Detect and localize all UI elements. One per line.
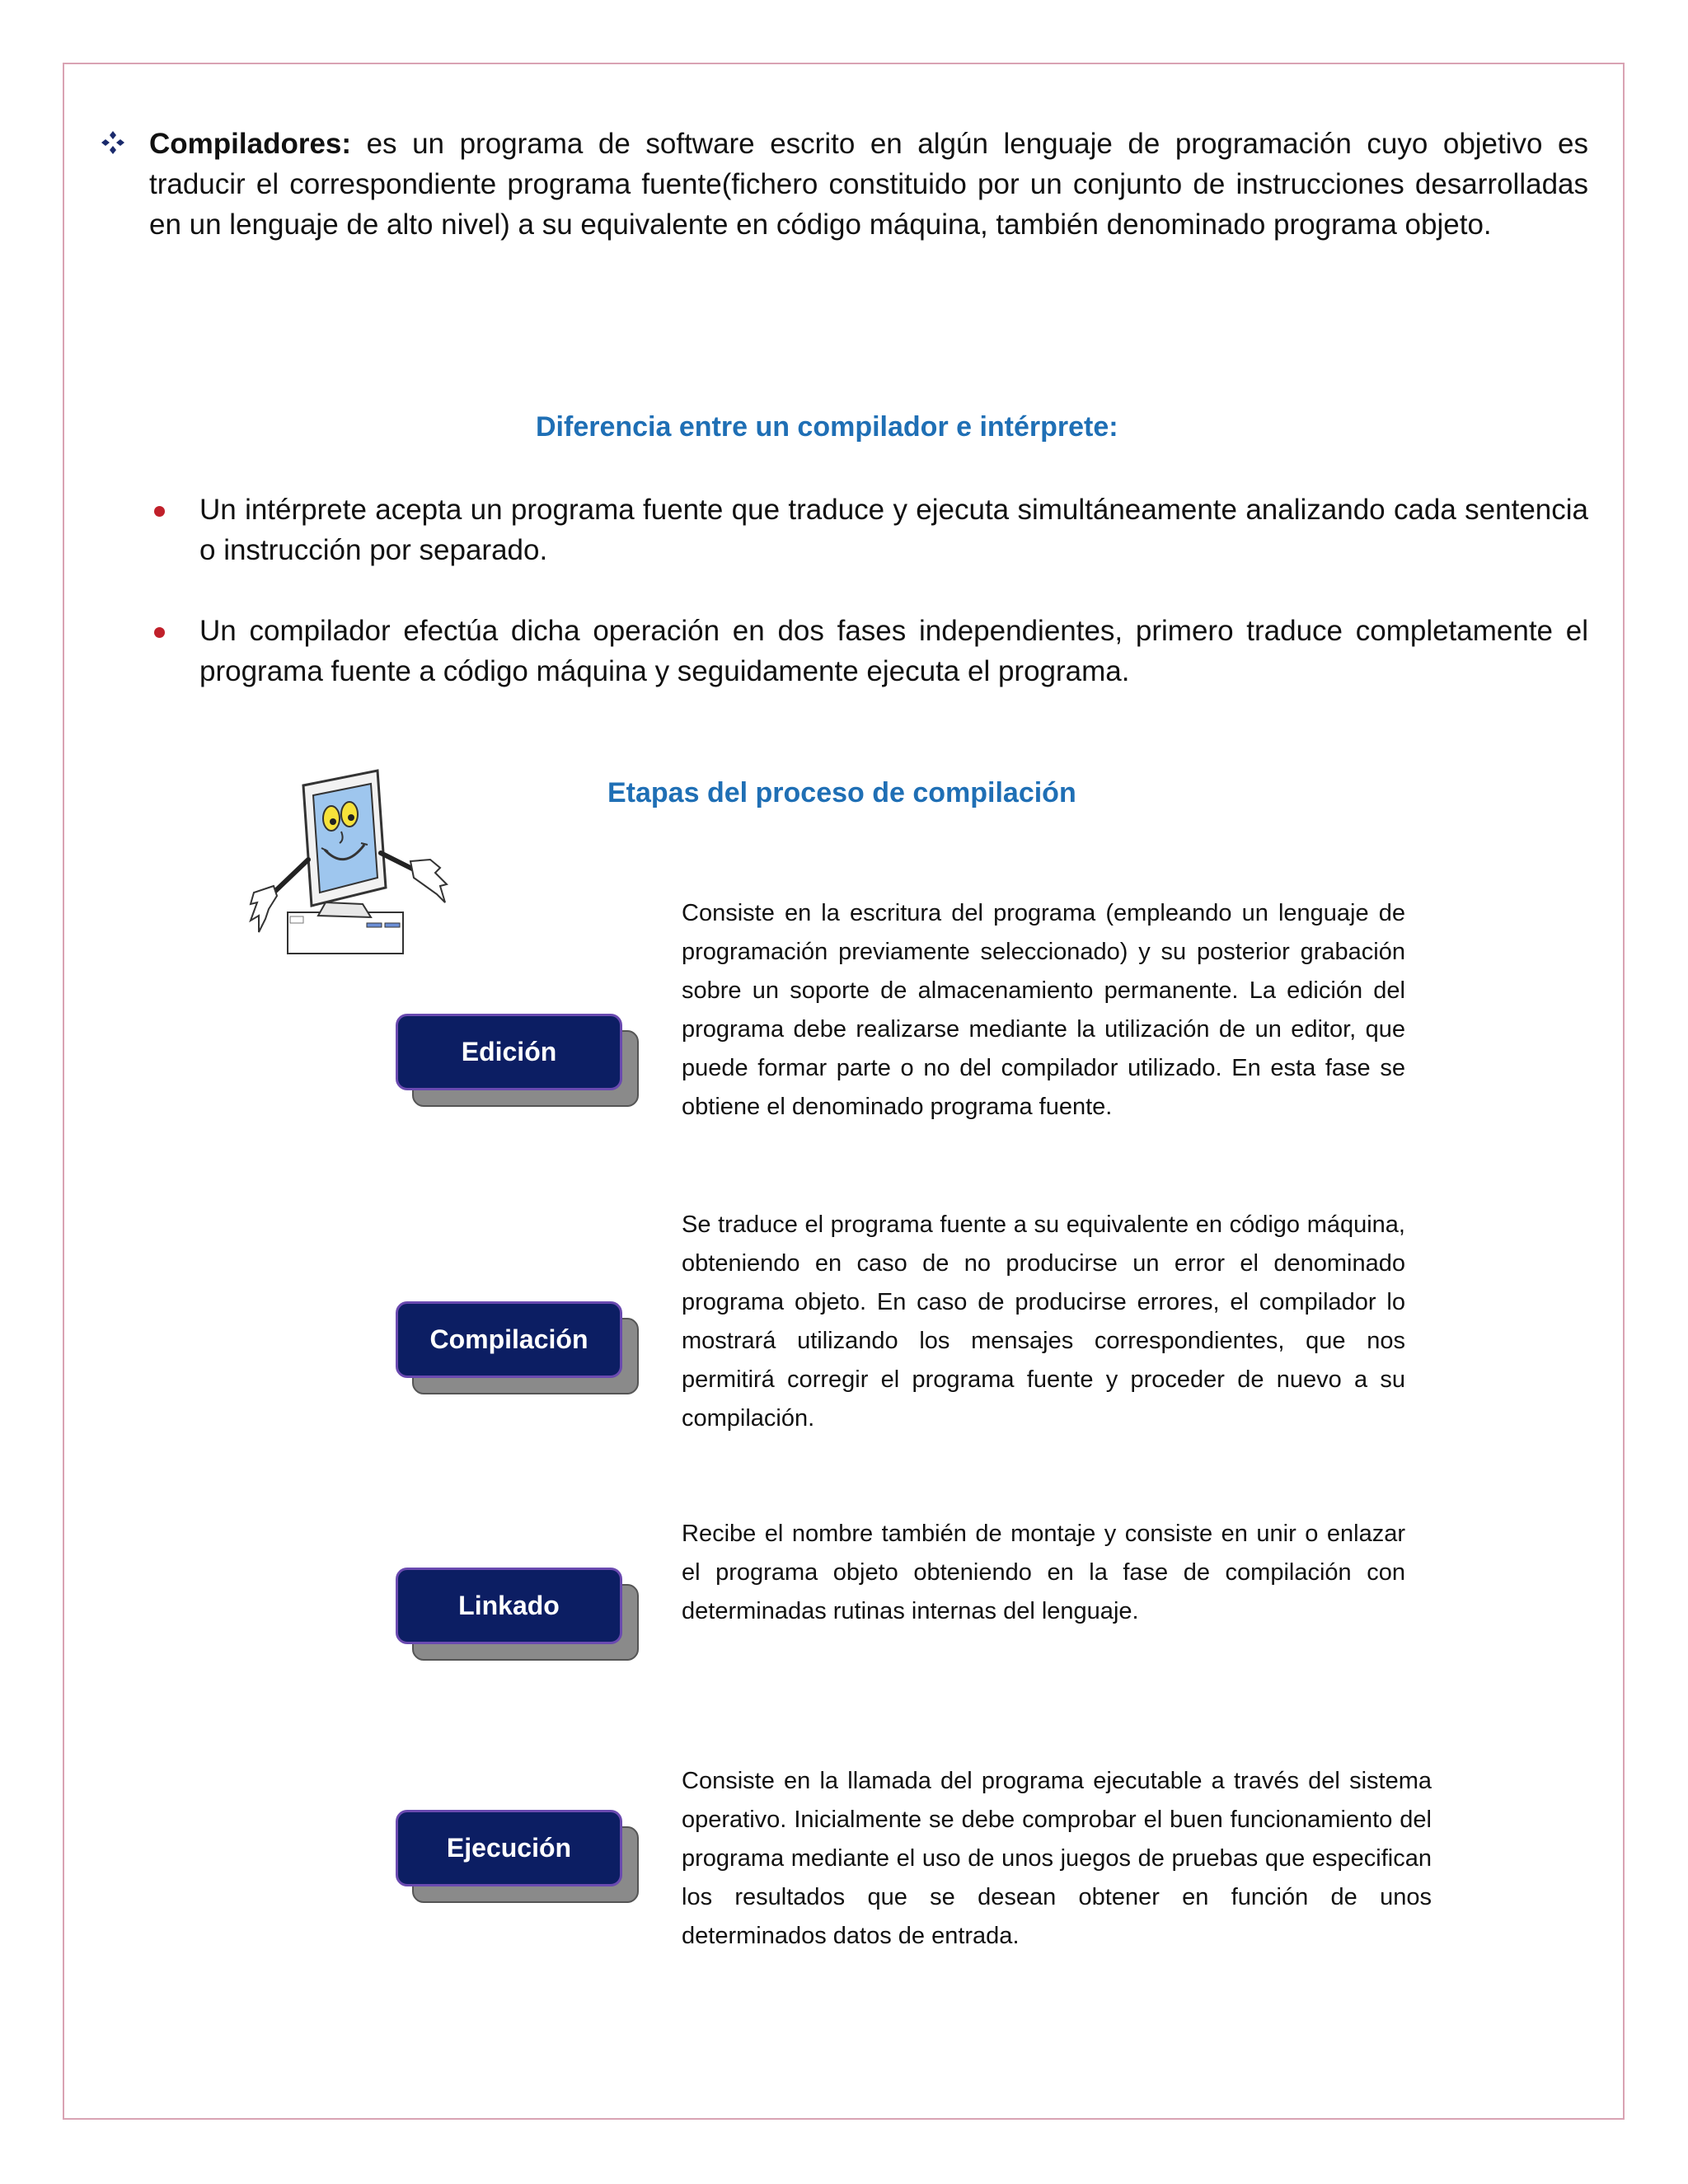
difference-item-interpreter: Un intérprete acepta un programa fuente que traduce y ejecuta simultáneamente analizando cada sentencia o instrucción por separado. bbox=[199, 494, 1588, 566]
differences-heading: Diferencia entre un compilador e intérprete: bbox=[536, 411, 1118, 443]
smiling-computer-mascot-icon bbox=[239, 762, 453, 964]
stage-compilacion-label: Compilación bbox=[396, 1301, 622, 1378]
bullet-dot-icon bbox=[154, 506, 165, 517]
stage-ejecucion-button bbox=[396, 1810, 622, 1886]
difference-item-compiler: Un compilador efectúa dicha operación en dos fases independientes, primero traduce completamente el programa fuente a código máquina y seguidamente ejecuta el programa. bbox=[199, 615, 1588, 687]
stages-heading: Etapas del proceso de compilación bbox=[607, 777, 1076, 808]
intro-term: Compiladores: bbox=[149, 128, 352, 160]
stage-edicion-label: Edición bbox=[396, 1014, 622, 1090]
intro-text: es un programa de software escrito en algún lenguaje de programación cuyo objetivo es traducir el correspondiente programa fuente(fichero constituido por un conjunto de instrucciones desarrolladas en un lenguaje de alto nivel) a su equivalente en código máquina, también denominado programa objeto. bbox=[149, 128, 1588, 241]
four-diamond-bullet-icon bbox=[101, 130, 125, 155]
stage-linkado-button bbox=[396, 1568, 622, 1644]
stage-edicion-button bbox=[396, 1014, 622, 1090]
intro-paragraph bbox=[149, 124, 1588, 245]
stage-ejecucion-description: Consiste en la llamada del programa ejecutable a través del sistema operativo. Inicialmente se debe comprobar el buen funcionamiento del programa mediante el uso de unos juegos de pruebas que especifican los resultados que se desean obtener en función de unos determinados datos de entrada. bbox=[682, 1768, 1432, 1949]
stage-compilacion-description: Se traduce el programa fuente a su equivalente en código máquina, obteniendo en caso de no producirse un error el denominado programa objeto. En caso de producirse errores, el compilador lo mostrará utilizando los mensajes correspondientes, que nos permitirá corregir el programa fuente y proceder de nuevo a su compilación. bbox=[682, 1212, 1405, 1432]
stage-edicion-description: Consiste en la escritura del programa (empleando un lenguaje de programación previamente seleccionado) y su posterior grabación sobre un soporte de almacenamiento permanente. La edición del programa debe realizarse mediante la utilización de un editor, que puede formar parte o no del compilador utilizado. En esta fase se obtiene el denominado programa fuente. bbox=[682, 900, 1405, 1120]
bullet-dot-icon bbox=[154, 627, 165, 638]
stage-compilacion-button bbox=[396, 1301, 622, 1378]
stage-ejecucion-label: Ejecución bbox=[396, 1810, 622, 1886]
stage-linkado-label: Linkado bbox=[396, 1568, 622, 1644]
stage-linkado-description: Recibe el nombre también de montaje y consiste en unir o enlazar el programa objeto obteniendo en la fase de compilación con determinadas rutinas internas del lenguaje. bbox=[682, 1521, 1405, 1624]
